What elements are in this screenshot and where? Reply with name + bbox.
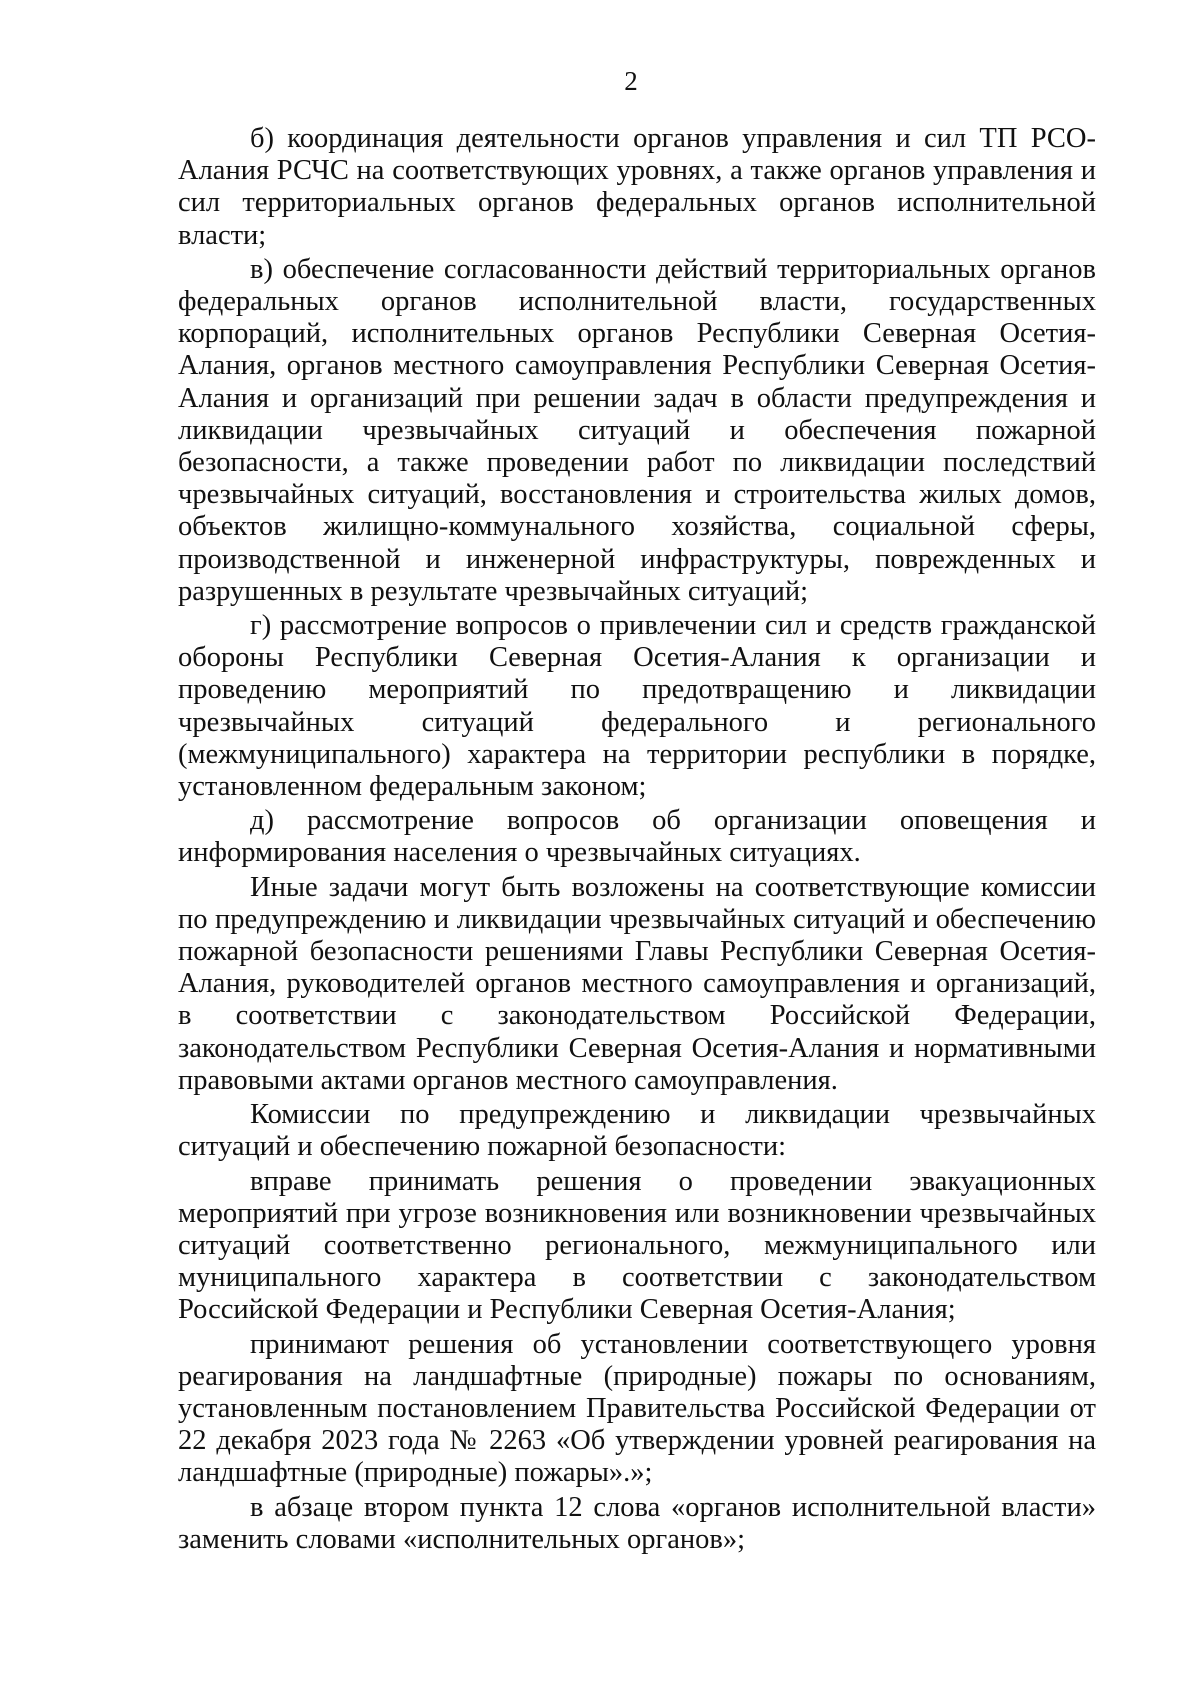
paragraph-evacuation: вправе принимать решения о проведении эвакуационных мероприятий при угрозе возникновения или возникновении чрезвычайных ситуаций соответственно регионального, межмуниципального или муниципального характера в соответствии с законодательством Российской Федерации и Республики Северная Осетия-Алания;	[178, 1165, 1096, 1326]
paragraph-response-level: принимают решения об установлении соответствующего уровня реагирования на ландшафтные (природные) пожары по основаниям, установленным постановлением Правительства Российской Федерации от 22 декабря 2023 года № 2263 «Об утверждении уровней реагирования на ландшафтные (природные) пожары».»;	[178, 1328, 1096, 1489]
paragraph-commissions: Комиссии по предупреждению и ликвидации чрезвычайных ситуаций и обеспечению пожарной безопасности:	[178, 1099, 1096, 1163]
paragraph-g: г) рассмотрение вопросов о привлечении сил и средств гражданской обороны Республики Северная Осетия-Алания к организации и проведению мероприятий по предотвращению и ликвидации чрезвычайных ситуаций федерального и регионального (межмуниципального) характера на территории республики в порядке, установленном федеральным законом;	[178, 610, 1096, 803]
paragraph-b: б) координация деятельности органов управления и сил ТП РСО-Алания РСЧС на соответствующих уровнях, а также органов управления и сил территориальных органов федеральных органов исполнительной власти;	[178, 123, 1096, 251]
paragraph-other-tasks: Иные задачи могут быть возложены на соответствующие комиссии по предупреждению и ликвидации чрезвычайных ситуаций и обеспечению пожарной безопасности решениями Главы Республики Северная Осетия-Алания, руководителей органов местного самоуправления и организаций, в соответствии с законодательством Российской Федерации, законодательством Республики Северная Осетия-Алания и нормативными правовыми актами органов местного самоуправления.	[178, 871, 1096, 1096]
document-body	[178, 123, 1096, 1556]
paragraph-item-12: в абзаце втором пункта 12 слова «органов исполнительной власти» заменить словами «исполнительных органов»;	[178, 1491, 1096, 1555]
paragraph-v: в) обеспечение согласованности действий территориальных органов федеральных органов исполнительной власти, государственных корпораций, исполнительных органов Республики Северная Осетия-Алания, органов местного самоуправления Республики Северная Осетия-Алания и организаций при решении задач в области предупреждения и ликвидации чрезвычайных ситуаций и обеспечения пожарной безопасности, а также проведении работ по ликвидации последствий чрезвычайных ситуаций, восстановления и строительства жилых домов, объектов жилищно-коммунального хозяйства, социальной сферы, производственной и инженерной инфраструктуры, поврежденных и разрушенных в результате чрезвычайных ситуаций;	[178, 253, 1096, 607]
paragraph-d: д) рассмотрение вопросов об организации оповещения и информирования населения о чрезвычайных ситуациях.	[178, 805, 1096, 869]
page-number: 2	[624, 66, 638, 96]
